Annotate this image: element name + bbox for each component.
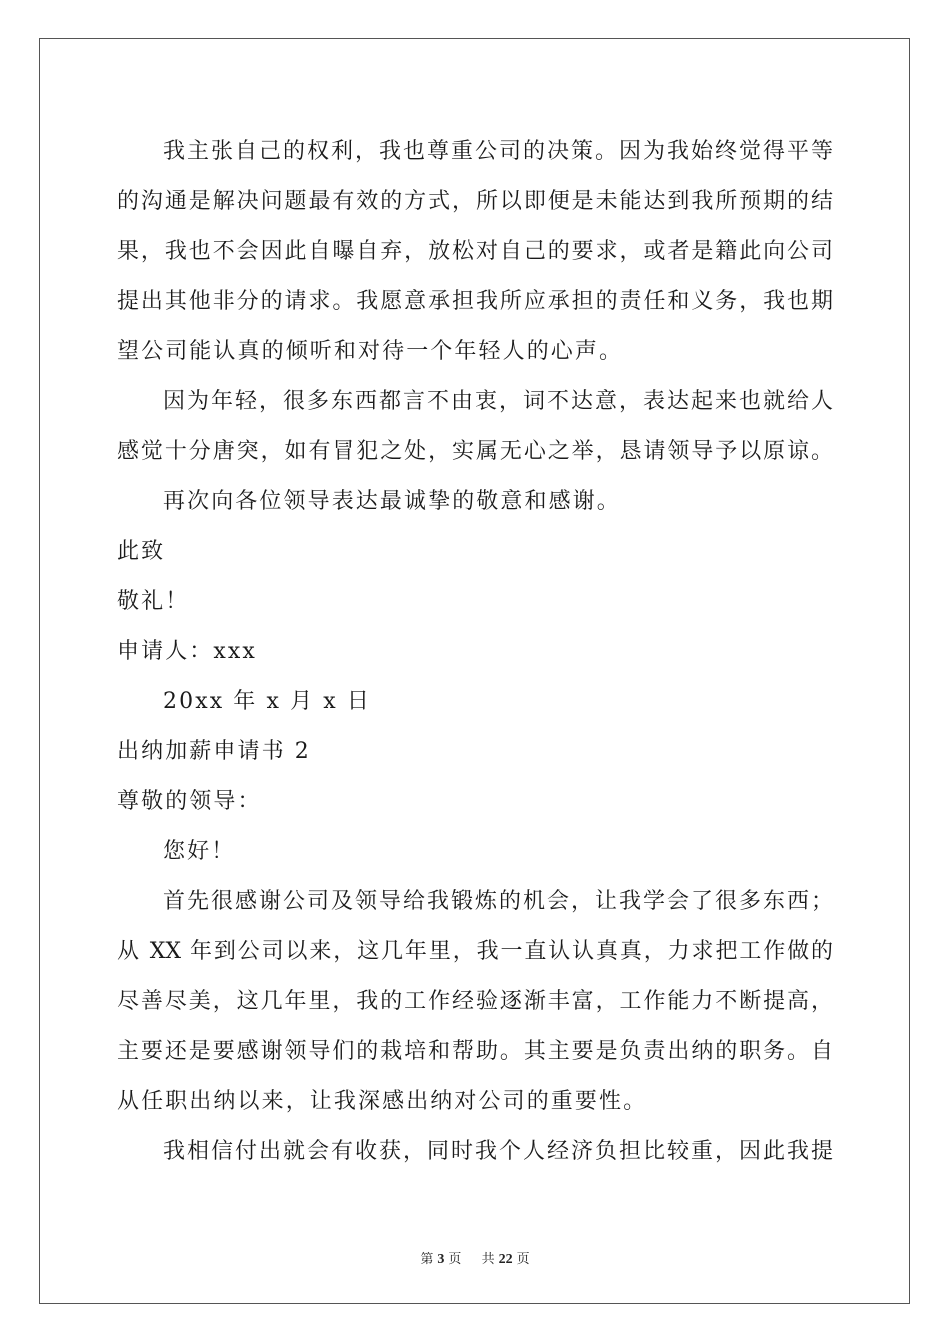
greeting: 尊敬的领导： xyxy=(117,789,262,814)
paragraph-line: 从 XX 年到公司以来，这几年里，我一直认认真真，力求把工作做的 xyxy=(117,939,833,964)
paragraph-line: 从任职出纳以来，让我深感出纳对公司的重要性。 xyxy=(117,1089,648,1114)
total-page-count: 22 xyxy=(498,1252,513,1267)
paragraph-line: 提出其他非分的请求。我愿意承担我所应承担的责任和义务，我也期 xyxy=(117,289,833,314)
paragraph-line: 感觉十分唐突，如有冒犯之处，实属无心之举，恳请领导予以原谅。 xyxy=(117,439,833,464)
closing-salutation: 此致 xyxy=(117,539,166,564)
total-suffix: 页 xyxy=(516,1252,530,1267)
total-prefix: 共 xyxy=(481,1252,495,1267)
paragraph-line: 的沟通是解决问题最有效的方式，所以即便是未能达到我所预期的结 xyxy=(117,189,833,214)
paragraph-line: 再次向各位领导表达最诚挚的敬意和感谢。 xyxy=(163,489,621,514)
page-suffix: 页 xyxy=(448,1252,462,1267)
page-footer xyxy=(0,1248,950,1268)
document-body xyxy=(117,127,833,1177)
date-line: 20xx 年 x 月 x 日 xyxy=(163,689,371,714)
paragraph-line: 主要还是要感谢领导们的栽培和帮助。其主要是负责出纳的职务。自 xyxy=(117,1039,833,1064)
paragraph-line: 尽善尽美，这几年里，我的工作经验逐渐丰富，工作能力不断提高， xyxy=(117,989,833,1014)
paragraph-line: 我相信付出就会有收获，同时我个人经济负担比较重，因此我提 xyxy=(163,1139,833,1164)
page-indicator xyxy=(416,1252,465,1267)
total-indicator xyxy=(478,1252,534,1267)
applicant-line: 申请人：xxx xyxy=(117,639,257,664)
paragraph-line: 因为年轻，很多东西都言不由衷，词不达意，表达起来也就给人 xyxy=(163,389,833,414)
section-title: 出纳加薪申请书 2 xyxy=(117,739,311,764)
paragraph-line: 首先很感谢公司及领导给我锻炼的机会，让我学会了很多东西； xyxy=(163,889,833,914)
current-page-number: 3 xyxy=(437,1252,445,1267)
closing-regards: 敬礼！ xyxy=(117,589,190,614)
greeting-hello: 您好！ xyxy=(163,839,236,864)
paragraph-line: 我主张自己的权利，我也尊重公司的决策。因为我始终觉得平等 xyxy=(163,139,833,164)
paragraph-line: 望公司能认真的倾听和对待一个年轻人的心声。 xyxy=(117,339,624,364)
paragraph-line: 果，我也不会因此自曝自弃，放松对自己的要求，或者是籍此向公司 xyxy=(117,239,833,264)
page-prefix: 第 xyxy=(420,1252,434,1267)
